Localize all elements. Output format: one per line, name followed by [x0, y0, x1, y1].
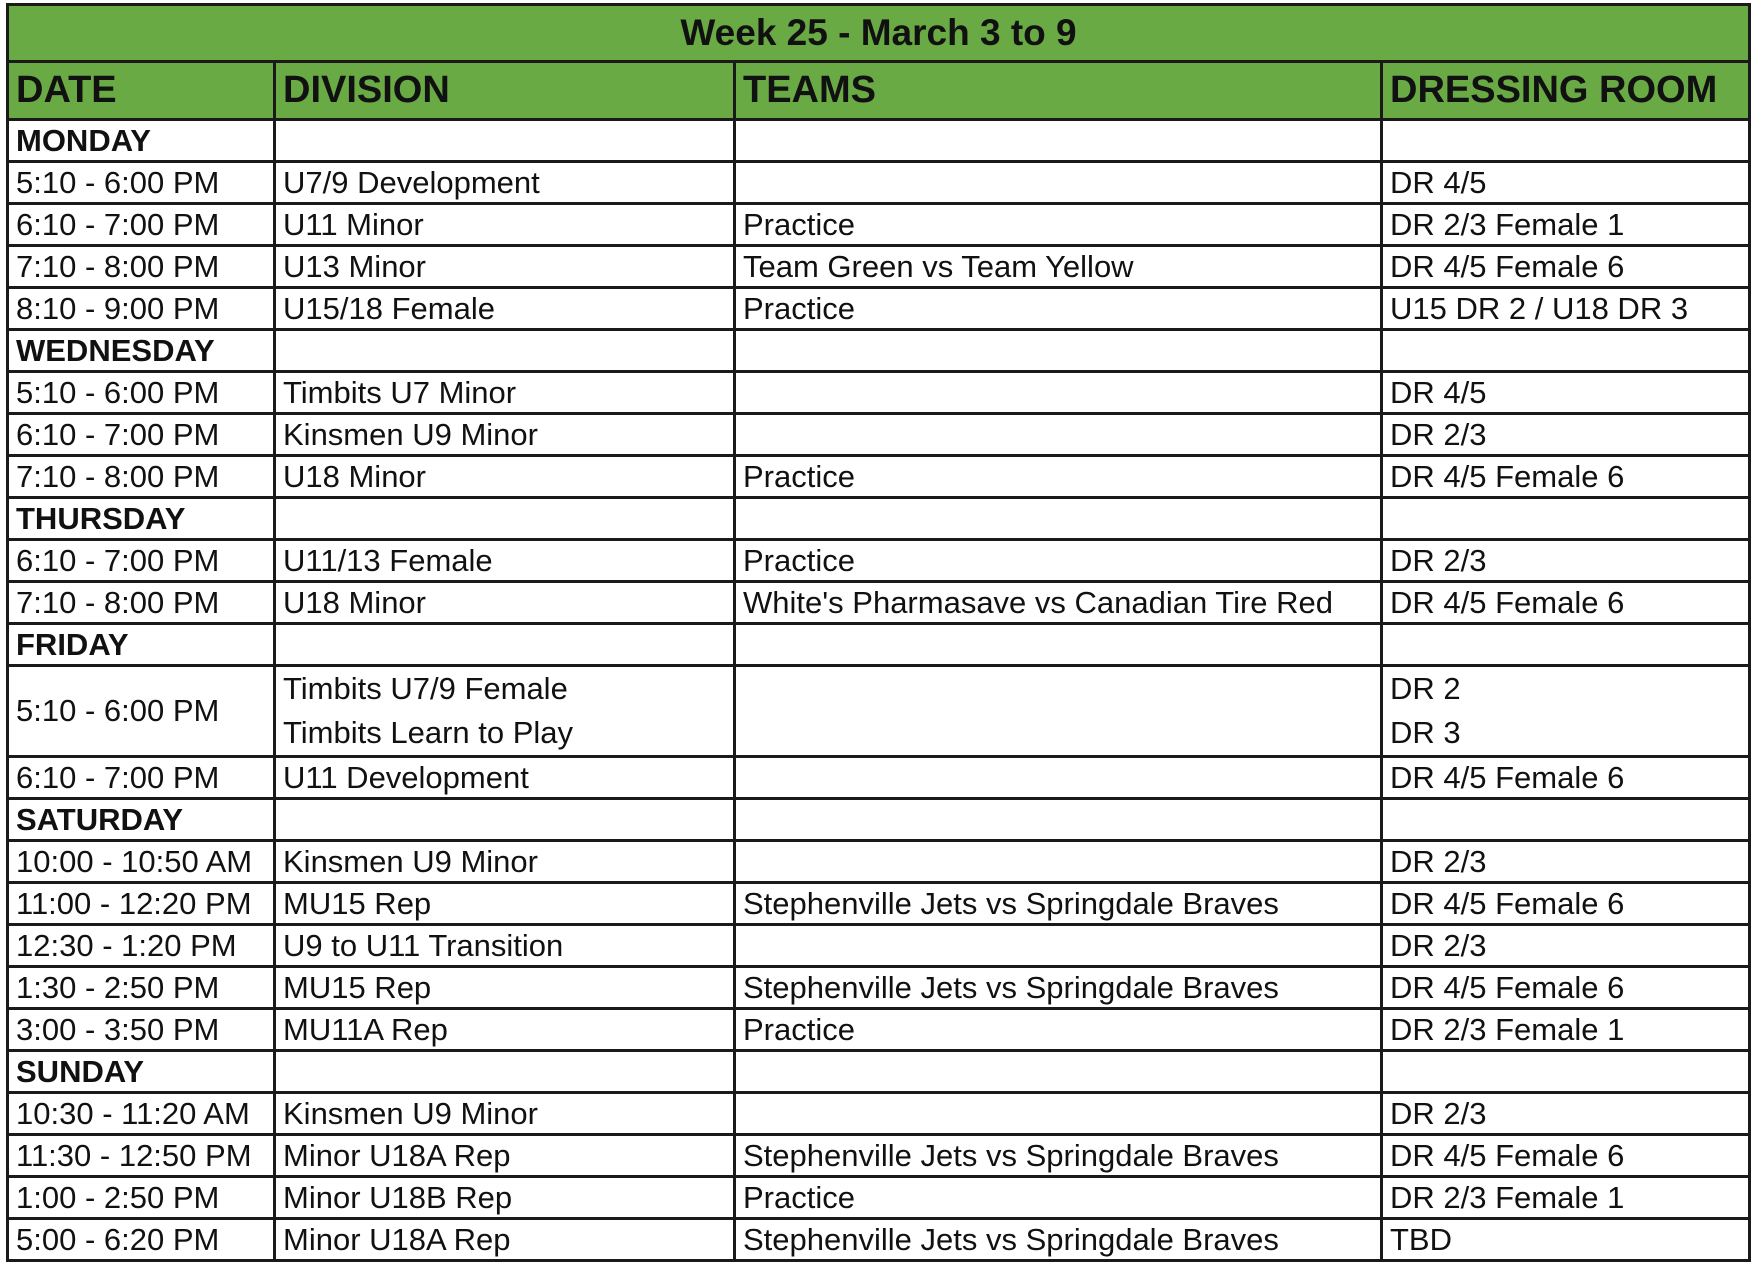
- teams-cell: [735, 162, 1382, 204]
- table-row: [8, 582, 1750, 624]
- division-label: MU15 Rep: [283, 969, 432, 1005]
- teams-cell: Practice: [735, 288, 1382, 330]
- time-cell: 11:30 - 12:50 PM: [8, 1135, 275, 1177]
- table-row: [8, 1135, 1750, 1177]
- division-label: Minor U18A Rep: [283, 1137, 511, 1173]
- dressing-room-label: DR 2/3 Female 1: [1390, 1179, 1625, 1215]
- empty-cell: [1382, 330, 1750, 372]
- dressing-room-cell: [1382, 925, 1750, 967]
- dressing-room-cell: [1382, 757, 1750, 799]
- time-cell: 11:00 - 12:20 PM: [8, 883, 275, 925]
- dressing-room-cell: [1382, 666, 1750, 757]
- schedule-table: [6, 3, 1751, 1262]
- table-row: [8, 204, 1750, 246]
- empty-cell: [1382, 799, 1750, 841]
- time-cell: 6:10 - 7:00 PM: [8, 204, 275, 246]
- dressing-room-label: DR 4/5 Female 6: [1390, 759, 1625, 795]
- teams-cell: [735, 666, 1382, 757]
- dressing-room-cell: [1382, 288, 1750, 330]
- teams-cell: [735, 925, 1382, 967]
- dressing-room-label: DR 2/3: [1390, 542, 1487, 578]
- table-row: [8, 540, 1750, 582]
- division-cell: [275, 372, 735, 414]
- day-label: SATURDAY: [8, 799, 275, 841]
- dressing-room-cell: [1382, 162, 1750, 204]
- teams-cell: [735, 841, 1382, 883]
- time-cell: 6:10 - 7:00 PM: [8, 757, 275, 799]
- time-cell: 5:10 - 6:00 PM: [8, 372, 275, 414]
- division-cell: [275, 666, 735, 757]
- division-cell: [275, 162, 735, 204]
- dressing-room-label: DR 2/3 Female 1: [1390, 1011, 1625, 1047]
- dressing-room-cell: [1382, 582, 1750, 624]
- dressing-room-cell: [1382, 1219, 1750, 1261]
- empty-cell: [1382, 120, 1750, 162]
- empty-cell: [275, 330, 735, 372]
- table-row: [8, 841, 1750, 883]
- empty-cell: [275, 498, 735, 540]
- empty-cell: [1382, 1051, 1750, 1093]
- division-label: U7/9 Development: [283, 164, 540, 200]
- teams-cell: Stephenville Jets vs Springdale Braves: [735, 1135, 1382, 1177]
- dressing-room-label: DR 4/5 Female 6: [1390, 969, 1625, 1005]
- division-label: U11 Development: [283, 759, 529, 795]
- dressing-room-cell: [1382, 1177, 1750, 1219]
- table-row: [8, 1219, 1750, 1261]
- division-label: U11 Minor: [283, 206, 424, 242]
- teams-cell: White's Pharmasave vs Canadian Tire Red: [735, 582, 1382, 624]
- division-cell: [275, 1009, 735, 1051]
- day-label: FRIDAY: [8, 624, 275, 666]
- dressing-room-label: DR 4/5: [1390, 164, 1487, 200]
- time-cell: 12:30 - 1:20 PM: [8, 925, 275, 967]
- division-cell: [275, 414, 735, 456]
- time-cell: 6:10 - 7:00 PM: [8, 414, 275, 456]
- day-header-row: [8, 799, 1750, 841]
- empty-cell: [1382, 624, 1750, 666]
- division-label: Timbits Learn to Play: [283, 715, 574, 750]
- dressing-room-label: DR 2/3: [1390, 1095, 1487, 1131]
- table-row: [8, 925, 1750, 967]
- division-label: U11/13 Female: [283, 542, 493, 578]
- dressing-room-label: TBD: [1390, 1221, 1452, 1257]
- time-cell: 7:10 - 8:00 PM: [8, 582, 275, 624]
- dressing-room-label: DR 4/5: [1390, 374, 1487, 410]
- division-label: Kinsmen U9 Minor: [283, 1095, 538, 1131]
- dressing-room-cell: [1382, 841, 1750, 883]
- teams-cell: Stephenville Jets vs Springdale Braves: [735, 1219, 1382, 1261]
- column-header-date: DATE: [8, 62, 275, 120]
- division-label: Minor U18A Rep: [283, 1221, 511, 1257]
- table-row: [8, 1093, 1750, 1135]
- division-label: Kinsmen U9 Minor: [283, 416, 538, 452]
- division-cell: [275, 841, 735, 883]
- table-row: [8, 967, 1750, 1009]
- teams-cell: Practice: [735, 1177, 1382, 1219]
- day-label: SUNDAY: [8, 1051, 275, 1093]
- empty-cell: [275, 624, 735, 666]
- time-cell: 8:10 - 9:00 PM: [8, 288, 275, 330]
- empty-cell: [275, 1051, 735, 1093]
- table-row: [8, 372, 1750, 414]
- day-header-row: [8, 498, 1750, 540]
- table-row: [8, 1177, 1750, 1219]
- division-cell: [275, 1219, 735, 1261]
- empty-cell: [735, 330, 1382, 372]
- day-header-row: [8, 330, 1750, 372]
- day-header-row: [8, 120, 1750, 162]
- teams-cell: [735, 372, 1382, 414]
- dressing-room-label: DR 3: [1390, 715, 1461, 750]
- teams-cell: [735, 414, 1382, 456]
- time-cell: 7:10 - 8:00 PM: [8, 456, 275, 498]
- division-cell: [275, 1135, 735, 1177]
- dressing-room-cell: [1382, 246, 1750, 288]
- division-cell: [275, 456, 735, 498]
- division-label: Minor U18B Rep: [283, 1179, 513, 1215]
- empty-cell: [735, 624, 1382, 666]
- dressing-room-cell: [1382, 883, 1750, 925]
- division-label: Kinsmen U9 Minor: [283, 843, 538, 879]
- column-header-division: DIVISION: [275, 62, 735, 120]
- division-cell: [275, 757, 735, 799]
- dressing-room-label: U15 DR 2 / U18 DR 3: [1390, 290, 1689, 326]
- division-label: MU15 Rep: [283, 885, 432, 921]
- column-header-teams: TEAMS: [735, 62, 1382, 120]
- dressing-room-cell: [1382, 1135, 1750, 1177]
- division-label: Timbits U7 Minor: [283, 374, 517, 410]
- dressing-room-cell: [1382, 1009, 1750, 1051]
- empty-cell: [735, 799, 1382, 841]
- dressing-room-label: DR 2/3: [1390, 416, 1487, 452]
- teams-cell: Practice: [735, 456, 1382, 498]
- dressing-room-label: DR 2/3 Female 1: [1390, 206, 1625, 242]
- table-row: [8, 288, 1750, 330]
- division-cell: [275, 204, 735, 246]
- dressing-room-label: DR 4/5 Female 6: [1390, 1137, 1625, 1173]
- division-cell: [275, 540, 735, 582]
- division-cell: [275, 925, 735, 967]
- column-header-row: [8, 62, 1750, 120]
- dressing-room-cell: [1382, 204, 1750, 246]
- empty-cell: [275, 120, 735, 162]
- time-cell: 5:10 - 6:00 PM: [8, 162, 275, 204]
- division-cell: [275, 967, 735, 1009]
- time-cell: 5:00 - 6:20 PM: [8, 1219, 275, 1261]
- schedule-sheet: [6, 3, 1748, 1262]
- dressing-room-label: DR 4/5 Female 6: [1390, 458, 1625, 494]
- table-row: [8, 246, 1750, 288]
- table-row: [8, 757, 1750, 799]
- time-cell: 1:00 - 2:50 PM: [8, 1177, 275, 1219]
- day-label: WEDNESDAY: [8, 330, 275, 372]
- table-row: [8, 456, 1750, 498]
- dressing-room-label: DR 2/3: [1390, 843, 1487, 879]
- day-header-row: [8, 624, 1750, 666]
- division-label: U18 Minor: [283, 458, 426, 494]
- division-label: U18 Minor: [283, 584, 426, 620]
- schedule-title: Week 25 - March 3 to 9: [8, 5, 1750, 62]
- table-row: [8, 414, 1750, 456]
- column-header-dressing-room: DRESSING ROOM: [1382, 62, 1750, 120]
- dressing-room-label: DR 4/5 Female 6: [1390, 584, 1625, 620]
- division-cell: [275, 246, 735, 288]
- time-cell: 1:30 - 2:50 PM: [8, 967, 275, 1009]
- time-cell: 5:10 - 6:00 PM: [8, 666, 275, 757]
- division-cell: [275, 1177, 735, 1219]
- time-cell: 3:00 - 3:50 PM: [8, 1009, 275, 1051]
- time-cell: 6:10 - 7:00 PM: [8, 540, 275, 582]
- table-row: [8, 666, 1750, 757]
- dressing-room-cell: [1382, 456, 1750, 498]
- dressing-room-label: DR 4/5 Female 6: [1390, 885, 1625, 921]
- division-cell: [275, 582, 735, 624]
- division-cell: [275, 883, 735, 925]
- division-cell: [275, 1093, 735, 1135]
- dressing-room-cell: [1382, 372, 1750, 414]
- dressing-room-cell: [1382, 540, 1750, 582]
- time-cell: 7:10 - 8:00 PM: [8, 246, 275, 288]
- dressing-room-cell: [1382, 967, 1750, 1009]
- empty-cell: [735, 498, 1382, 540]
- division-label: U9 to U11 Transition: [283, 927, 564, 963]
- dressing-room-cell: [1382, 1093, 1750, 1135]
- teams-cell: Team Green vs Team Yellow: [735, 246, 1382, 288]
- table-row: [8, 883, 1750, 925]
- dressing-room-label: DR 2: [1390, 671, 1461, 706]
- teams-cell: Practice: [735, 1009, 1382, 1051]
- division-label: MU11A Rep: [283, 1011, 448, 1047]
- teams-cell: [735, 757, 1382, 799]
- teams-cell: Practice: [735, 540, 1382, 582]
- division-label: U13 Minor: [283, 248, 426, 284]
- dressing-room-cell: [1382, 414, 1750, 456]
- time-cell: 10:30 - 11:20 AM: [8, 1093, 275, 1135]
- teams-cell: [735, 1093, 1382, 1135]
- empty-cell: [275, 799, 735, 841]
- time-cell: 10:00 - 10:50 AM: [8, 841, 275, 883]
- schedule-body: [8, 120, 1750, 1261]
- dressing-room-label: DR 4/5 Female 6: [1390, 248, 1625, 284]
- table-row: [8, 162, 1750, 204]
- day-header-row: [8, 1051, 1750, 1093]
- division-label: Timbits U7/9 Female: [283, 671, 568, 706]
- teams-cell: Stephenville Jets vs Springdale Braves: [735, 967, 1382, 1009]
- dressing-room-label: DR 2/3: [1390, 927, 1487, 963]
- day-label: THURSDAY: [8, 498, 275, 540]
- empty-cell: [735, 120, 1382, 162]
- division-cell: [275, 288, 735, 330]
- division-label: U15/18 Female: [283, 290, 495, 326]
- day-label: MONDAY: [8, 120, 275, 162]
- teams-cell: Stephenville Jets vs Springdale Braves: [735, 883, 1382, 925]
- empty-cell: [1382, 498, 1750, 540]
- table-row: [8, 1009, 1750, 1051]
- teams-cell: Practice: [735, 204, 1382, 246]
- empty-cell: [735, 1051, 1382, 1093]
- title-row: [8, 5, 1750, 62]
